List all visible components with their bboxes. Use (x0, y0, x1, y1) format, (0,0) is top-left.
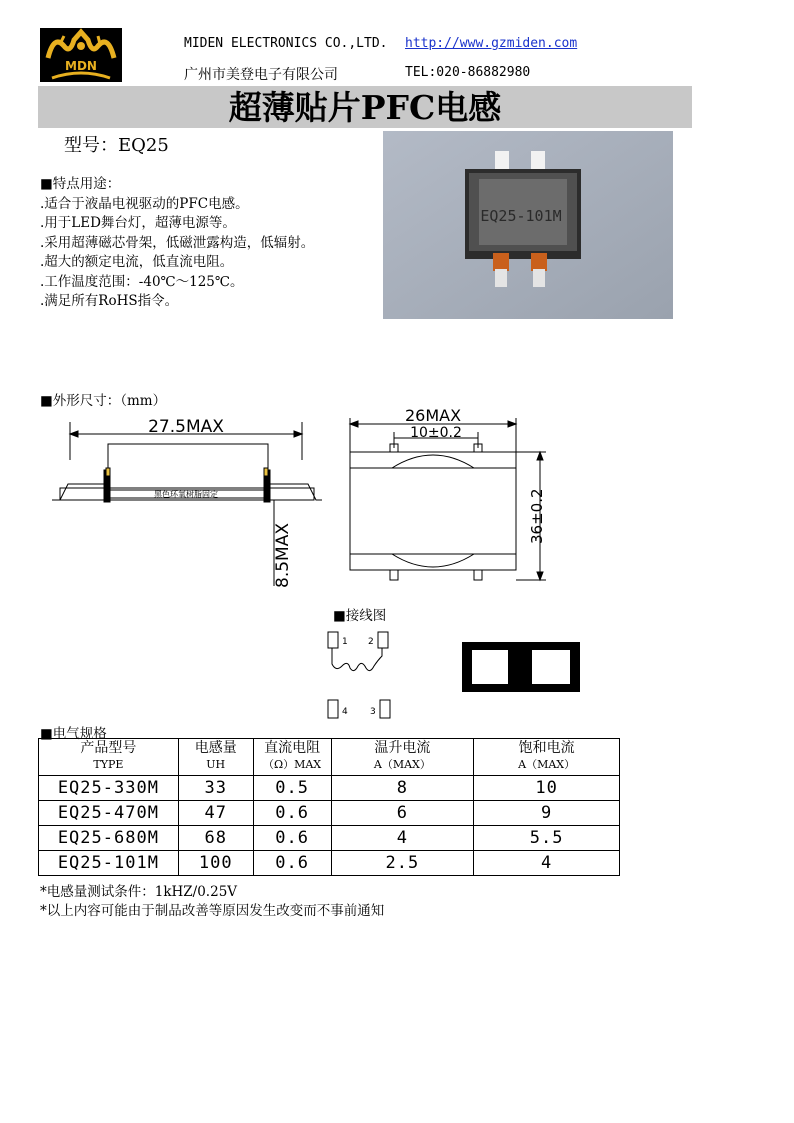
cell-temp-current: 4 (331, 826, 474, 851)
cell-type: EQ25-470M (39, 801, 179, 826)
company-logo (40, 28, 122, 82)
cell-sat-current: 10 (474, 776, 620, 801)
top-view-drawing (342, 404, 552, 594)
column-header: 直流电阻 （Ω）MAX (253, 739, 331, 776)
table-row (39, 826, 620, 851)
dimensions-heading: ■外形尺寸：（mm） (40, 393, 167, 409)
cell-inductance: 47 (178, 801, 253, 826)
pin3-label: 3 (370, 707, 376, 717)
cell-dcr: 0.6 (253, 826, 331, 851)
inductor-illustration (383, 131, 673, 319)
cell-type: EQ25-330M (39, 776, 179, 801)
cell-inductance: 100 (178, 851, 253, 876)
cell-temp-current: 6 (331, 801, 474, 826)
title-bar (38, 86, 692, 128)
company-name-cn: 广州市美登电子有限公司 (184, 67, 338, 83)
height-label: 8.5MAX (273, 523, 293, 588)
features-heading: ■特点用途： (40, 176, 121, 192)
pin4-label: 4 (342, 707, 348, 717)
side-width-label: 27.5MAX (148, 417, 224, 437)
note-disclaimer: *以上内容可能由于制品改善等原因发生改变而不事前通知 (40, 903, 385, 919)
feature-item: .用于LED舞台灯，超薄电源等。 (40, 215, 236, 231)
logo-text: MDN (65, 59, 97, 73)
feature-item: .适合于液晶电视驱动的PFC电感。 (40, 195, 249, 212)
cell-inductance: 68 (178, 826, 253, 851)
wiring-heading: ■接线图 (333, 608, 387, 624)
cell-sat-current: 5.5 (474, 826, 620, 851)
cell-temp-current: 2.5 (331, 851, 474, 876)
column-header: 产品型号 TYPE (39, 739, 179, 776)
top-height-label: 36±0.2 (528, 488, 546, 544)
pin1-label: 1 (342, 637, 348, 647)
spec-table (38, 738, 620, 876)
cell-temp-current: 8 (331, 776, 474, 801)
feature-item: .超大的额定电流，低直流电阻。 (40, 254, 234, 270)
cell-sat-current: 9 (474, 801, 620, 826)
pin2-label: 2 (368, 637, 374, 647)
cell-dcr: 0.6 (253, 851, 331, 876)
table-header-row (39, 739, 620, 776)
table-row (39, 801, 620, 826)
model-number: 型号：EQ25 (64, 135, 169, 156)
feature-item: .工作温度范围：-40℃～125℃。 (40, 273, 244, 290)
phone-number: TEL:020-86882980 (405, 65, 531, 80)
photo-part-label: EQ25-101M (480, 207, 562, 225)
cell-sat-current: 4 (474, 851, 620, 876)
cell-inductance: 33 (178, 776, 253, 801)
website-link[interactable]: http://www.gzmiden.com (405, 36, 578, 51)
note-test-condition: *电感量测试条件：1kHZ/0.25V (40, 884, 238, 900)
column-header: 温升电流 A（MAX） (331, 739, 474, 776)
table-row (39, 851, 620, 876)
cell-type: EQ25-101M (39, 851, 179, 876)
spec-heading: ■电气规格 (40, 726, 107, 742)
notes-section (40, 883, 384, 921)
features-section (40, 175, 314, 312)
cell-type: EQ25-680M (39, 826, 179, 851)
epoxy-label: 黑色环氧树脂固定 (154, 490, 218, 499)
column-header: 饱和电流 A（MAX） (474, 739, 620, 776)
product-photo (383, 131, 673, 319)
company-name-en: MIDEN ELECTRONICS CO.,LTD. (184, 36, 388, 51)
side-view-drawing (46, 410, 336, 590)
page-title: 超薄贴片PFC电感 (228, 88, 502, 127)
column-header: 电感量 UH (178, 739, 253, 776)
wiring-diagram (322, 624, 592, 724)
cell-dcr: 0.5 (253, 776, 331, 801)
logo-graphic (40, 28, 122, 82)
feature-item: .满足所有RoHS指令。 (40, 293, 179, 309)
pin-pitch-label: 10±0.2 (410, 425, 462, 441)
feature-item: .采用超薄磁芯骨架，低磁泄露构造，低辐射。 (40, 234, 315, 251)
top-width-label: 26MAX (404, 406, 462, 425)
table-row (39, 776, 620, 801)
cell-dcr: 0.6 (253, 801, 331, 826)
